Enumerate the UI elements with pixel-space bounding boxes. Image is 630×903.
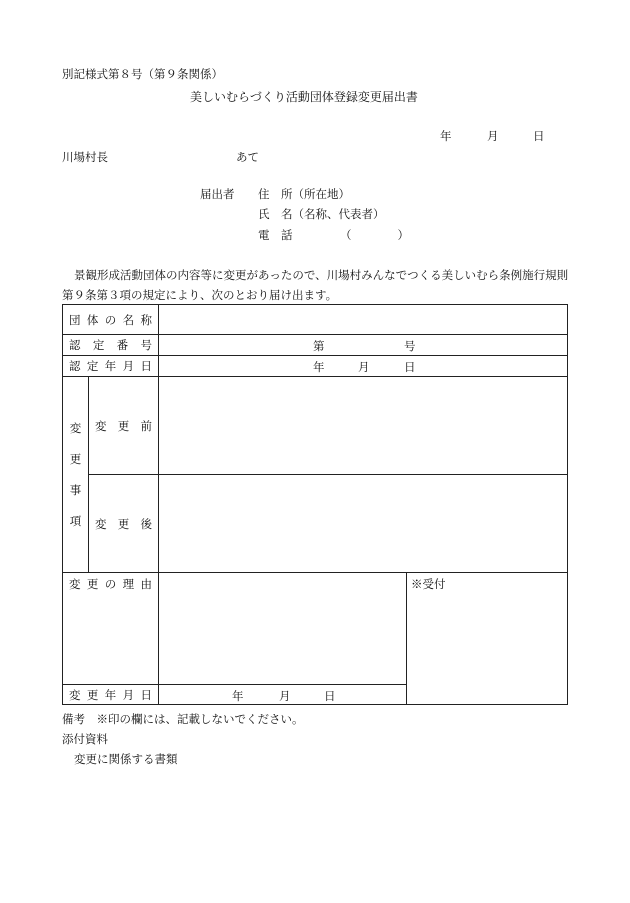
applicant-label: 届出者 bbox=[200, 187, 235, 201]
attachments-label: 添付資料 bbox=[62, 732, 108, 746]
attachment-item: 変更に関係する書類 bbox=[74, 752, 178, 766]
addressee-suffix: あて bbox=[236, 150, 259, 164]
cert-number-go: 号 bbox=[404, 339, 416, 353]
after-label: 変更後 bbox=[89, 475, 159, 573]
change-date-day: 日 bbox=[324, 689, 336, 703]
date-day-label: 日 bbox=[533, 129, 545, 143]
receipt-label: ※受付 bbox=[411, 577, 446, 591]
document-title: 美しいむらづくり活動団体登録変更届出書 bbox=[190, 90, 418, 104]
cert-number-label: 認定番号 bbox=[63, 335, 159, 356]
row-group-name bbox=[63, 305, 568, 335]
change-items-char-3: 事 bbox=[69, 482, 82, 497]
group-name-label: 団体の名称 bbox=[63, 305, 159, 335]
before-field[interactable] bbox=[159, 377, 568, 475]
change-items-label bbox=[63, 377, 89, 573]
cert-date-label: 認定年月日 bbox=[63, 356, 159, 377]
applicant-phone-parens: （ ） bbox=[340, 228, 409, 242]
change-items-char-4: 項 bbox=[69, 513, 82, 528]
note-text: 備考 ※印の欄には、記載しないでください。 bbox=[62, 712, 304, 726]
applicant-phone-label: 電 話 bbox=[258, 228, 293, 242]
cert-number-field[interactable] bbox=[159, 335, 568, 356]
change-date-year: 年 bbox=[232, 689, 244, 703]
before-label: 変更前 bbox=[89, 377, 159, 475]
reason-label: 変更の理由 bbox=[63, 573, 159, 685]
change-date-month: 月 bbox=[279, 689, 291, 703]
cert-number-dai: 第 bbox=[313, 339, 325, 353]
row-reason bbox=[63, 573, 568, 685]
row-change-before bbox=[63, 377, 568, 475]
reason-field[interactable] bbox=[159, 573, 407, 685]
body-line-2: 第９条第３項の規定により、次のとおり届け出ます。 bbox=[62, 288, 338, 302]
addressee-name: 川場村長 bbox=[62, 150, 108, 164]
change-date-field[interactable] bbox=[159, 685, 407, 705]
row-cert-number bbox=[63, 335, 568, 356]
row-change-after bbox=[63, 475, 568, 573]
applicant-address-label: 住 所（所在地） bbox=[258, 187, 350, 201]
after-field[interactable] bbox=[159, 475, 568, 573]
change-items-char-1: 変 bbox=[69, 420, 82, 435]
date-year-label: 年 bbox=[440, 129, 452, 143]
cert-date-month: 月 bbox=[358, 360, 370, 374]
cert-date-day: 日 bbox=[404, 360, 416, 374]
change-date-label: 変更年月日 bbox=[63, 685, 159, 705]
cert-date-year: 年 bbox=[313, 360, 325, 374]
change-form-table bbox=[62, 304, 568, 705]
date-month-label: 月 bbox=[487, 129, 499, 143]
receipt-cell bbox=[407, 573, 568, 705]
change-items-char-2: 更 bbox=[69, 451, 82, 466]
form-number: 別記様式第８号（第９条関係） bbox=[62, 67, 223, 81]
row-cert-date bbox=[63, 356, 568, 377]
body-line-1: 景観形成活動団体の内容等に変更があったので、川場村みんなでつくる美しいむら条例施行規則 bbox=[74, 268, 569, 282]
cert-date-field[interactable] bbox=[159, 356, 568, 377]
applicant-name-label: 氏 名（名称、代表者） bbox=[258, 207, 385, 221]
group-name-field[interactable] bbox=[159, 305, 568, 335]
